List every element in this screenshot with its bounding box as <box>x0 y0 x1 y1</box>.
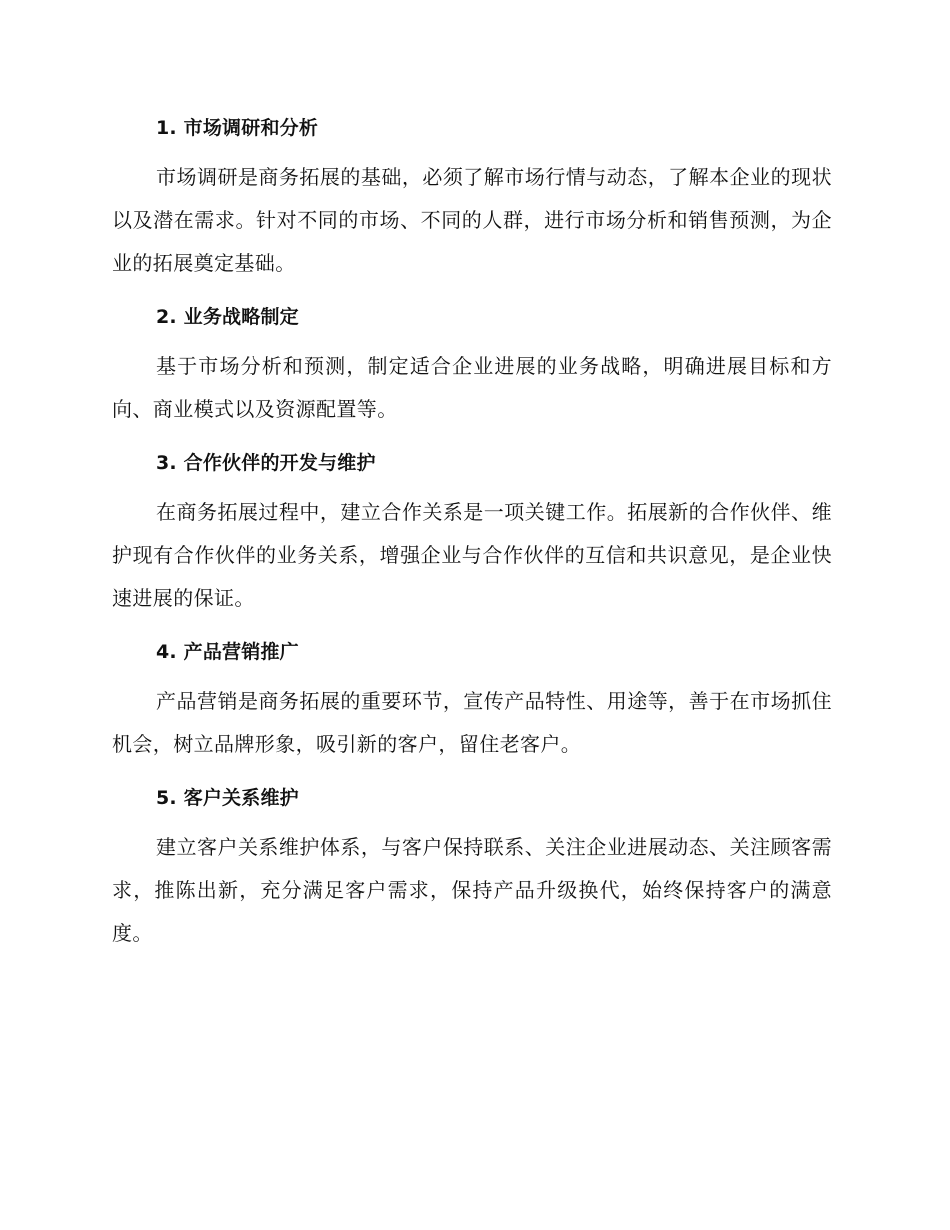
section-business-strategy <box>112 299 832 431</box>
section-market-research <box>112 110 832 285</box>
section-paragraph: 市场调研是商务拓展的基础，必须了解市场行情与动态，了解本企业的现状以及潜在需求。针对不同的市场、不同的人群，进行市场分析和销售预测，为企业的拓展奠定基础。 <box>112 165 832 275</box>
document-body <box>112 110 832 969</box>
section-paragraph: 建立客户关系维护体系，与客户保持联系、关注企业进展动态、关注顾客需求，推陈出新，充分满足客户需求，保持产品升级换代，始终保持客户的满意度。 <box>112 835 832 945</box>
section-heading: 1. 市场调研和分析 <box>156 117 319 139</box>
section-heading: 3. 合作伙伴的开发与维护 <box>156 452 376 474</box>
section-heading: 2. 业务战略制定 <box>156 306 299 328</box>
section-product-marketing <box>112 634 832 766</box>
section-heading: 5. 客户关系维护 <box>156 787 299 809</box>
section-customer-relations <box>112 780 832 955</box>
section-heading: 4. 产品营销推广 <box>156 641 299 663</box>
section-paragraph: 在商务拓展过程中，建立合作关系是一项关键工作。拓展新的合作伙伴、维护现有合作伙伴的业务关系，增强企业与合作伙伴的互信和共识意见，是企业快速进展的保证。 <box>112 500 832 610</box>
section-paragraph: 产品营销是商务拓展的重要环节，宣传产品特性、用途等，善于在市场抓住机会，树立品牌形象，吸引新的客户，留住老客户。 <box>112 689 832 756</box>
section-paragraph: 基于市场分析和预测，制定适合企业进展的业务战略，明确进展目标和方向、商业模式以及资源配置等。 <box>112 354 832 421</box>
section-partner-development <box>112 445 832 620</box>
